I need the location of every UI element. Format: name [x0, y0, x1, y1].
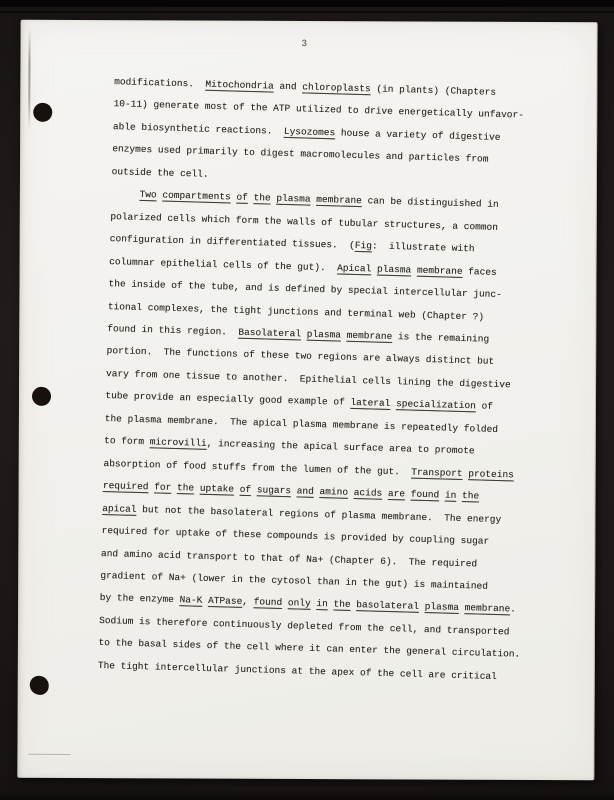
underlined-text: the	[253, 192, 271, 204]
text-segment: outside the cell.	[111, 165, 209, 180]
underlined-text: membrane	[316, 194, 362, 207]
text-segment	[111, 188, 140, 200]
underlined-text: only	[287, 597, 311, 610]
text-segment: modifications.	[113, 76, 206, 90]
underlined-text: for	[153, 481, 172, 494]
underlined-text: in	[316, 598, 328, 610]
text-segment: 10-11) generate most of the ATP utilized to drive energetically unfavor-	[113, 98, 524, 122]
text-segment: portion. The functions of these two regions are always distinct but	[106, 345, 495, 368]
text-segment: and	[273, 80, 303, 93]
text-segment: gradient of Na+ (lower in the cytosol than in the gut) is maintained	[100, 569, 489, 592]
text-segment: required for uptake of these compounds is provided by coupling sugar	[101, 525, 490, 547]
underlined-text: the	[333, 598, 351, 611]
text-segment: columnar epithelial cells of the gut).	[108, 255, 338, 274]
text-segment: by the enzyme	[99, 592, 180, 606]
underlined-text: compartments	[162, 189, 231, 203]
hole-punch-middle	[32, 387, 51, 406]
text-segment: polarized cells which form the walls of tubular structures, a common	[110, 210, 499, 233]
text-segment: configuration in differentiated tissues. (	[109, 233, 355, 252]
underlined-text: of	[239, 483, 252, 496]
underlined-text: uptake	[199, 482, 235, 495]
background-seam-line	[0, 11, 614, 13]
text-segment: but not the basolateral regions of plasma membrane. The energy	[136, 503, 502, 525]
underlined-text: Na-K	[179, 594, 203, 607]
underlined-text: Apical	[336, 262, 372, 275]
hole-punch-top	[33, 103, 52, 122]
underlined-text: Lysozomes	[283, 125, 336, 139]
underlined-text: found	[410, 488, 440, 501]
underlined-text: membrane	[416, 264, 463, 277]
text-segment: , increasing the apical surface area to promote	[206, 438, 475, 457]
underlined-text: microvilli	[149, 436, 207, 450]
underlined-text: proteins	[468, 467, 514, 481]
underlined-text: lateral	[350, 397, 391, 410]
underlined-text: are	[387, 488, 406, 500]
text-segment: found in this region.	[107, 323, 239, 338]
text-segment: vary from one tissue to another. Epithelial cells lining the digestive	[105, 367, 511, 391]
text-segment: and amino acid transport to that of Na+ (Chapter 6). The required	[100, 547, 478, 569]
text-segment: to the basal sides of the cell where it can enter the general circulation.	[98, 637, 521, 661]
text-segment: tube provide an especially good example of	[105, 390, 351, 409]
text-segment: Sodium is therefore continuously depleted from the cell, and transported	[98, 614, 510, 638]
underlined-text: plasma	[376, 263, 412, 276]
underlined-text: plasma	[276, 192, 311, 205]
underlined-text: basolateral	[356, 599, 420, 613]
underlined-text: Basolateral	[238, 326, 302, 340]
text-segment: enzymes used primarily to digest macromolecules and particles from	[112, 143, 489, 165]
underlined-text: in	[444, 489, 457, 502]
background-bottom-strip	[0, 790, 614, 800]
underlined-text: Mitochondria	[205, 78, 274, 92]
text-segment: faces	[462, 265, 497, 278]
page-number: 3	[301, 37, 308, 49]
page-sheet	[17, 20, 597, 781]
underlined-text: Two	[139, 189, 157, 201]
text-segment: able biosynthetic reactions.	[112, 121, 285, 137]
text-segment: is the remaining	[392, 331, 490, 345]
underlined-text: plasma	[306, 328, 342, 341]
underlined-text: required	[102, 480, 149, 493]
text-segment: the inside of the tube, and is defined by special intercellular junc-	[108, 278, 502, 301]
underlined-text: amino	[319, 486, 349, 498]
underlined-text: ATPase	[207, 595, 243, 608]
underlined-text: the	[461, 490, 480, 502]
text-segment: house a variety of digestive	[334, 127, 501, 143]
underlined-text: and	[296, 485, 314, 498]
background-top-strip	[0, 0, 614, 7]
document-body	[98, 71, 557, 689]
text-segment: (in plants) (Chapters	[370, 83, 497, 98]
text-segment: ,	[242, 596, 254, 608]
underlined-text: found	[253, 596, 283, 609]
underlined-text: sugars	[256, 484, 292, 497]
underlined-text: membrane	[346, 329, 393, 342]
text-segment: .	[509, 603, 516, 615]
underlined-text: chloroplasts	[302, 81, 371, 95]
crease-mark-horizontal	[28, 754, 70, 755]
underlined-text: acids	[353, 487, 383, 499]
underlined-text: apical	[102, 502, 137, 515]
text-segment: The tight intercellular junctions at the apex of the cell are critical	[97, 659, 497, 682]
text-segment: can be distinguished in	[361, 195, 499, 211]
underlined-text: Fig	[354, 240, 373, 252]
text-segment: to form	[103, 435, 150, 448]
underlined-text: the	[176, 482, 195, 494]
hole-punch-bottom	[30, 676, 49, 695]
underlined-text: plasma	[424, 601, 459, 614]
text-segment: tional complexes, the tight junctions and terminal web (Chapter ?)	[107, 300, 485, 323]
underlined-text: of	[236, 191, 248, 204]
underlined-text: membrane	[464, 602, 511, 615]
text-segment: : illustrate with	[371, 240, 475, 255]
text-segment: the plasma membrane. The apical plasma membrane is repeatedly folded	[104, 412, 499, 435]
text-segment: of	[475, 400, 494, 413]
underlined-text: specialization	[395, 398, 476, 412]
text-segment: absorption of food stuffs from the lumen of the gut.	[103, 457, 412, 478]
underlined-text: Transport	[411, 466, 463, 479]
